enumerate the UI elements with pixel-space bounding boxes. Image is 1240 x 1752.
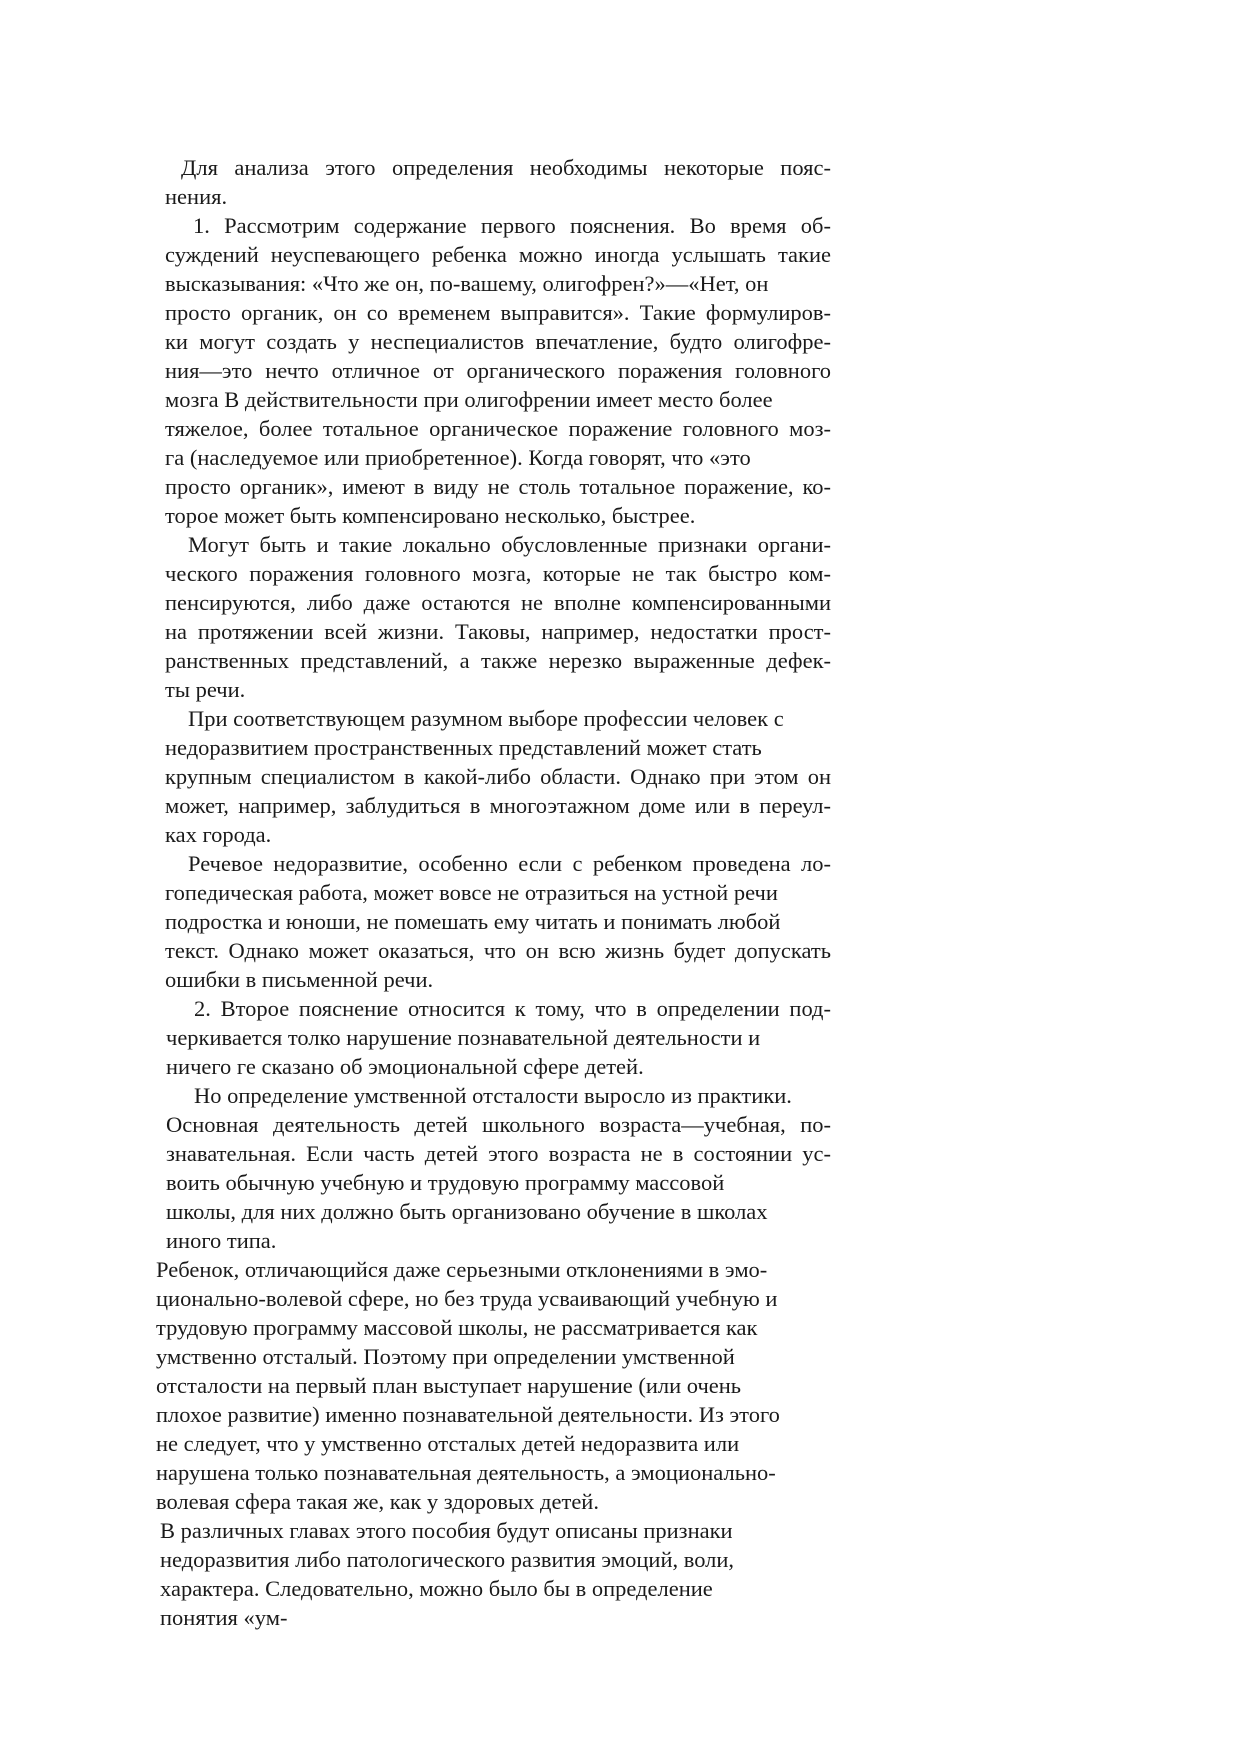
text-line: крупным специалистом в какой-либо области. Однако при этом он [165,764,831,789]
text-line: ки могут создать у неспециалистов впечатление, будто олигофре- [165,329,831,354]
text-line: ках города. [165,822,272,847]
text-line: подростка и юноши, не помешать ему читать и понимать любой [165,909,781,934]
text-line: нарушена только познавательная деятельность, а эмоционально- [156,1460,776,1485]
text-line: Для анализа этого определения необходимы некоторые пояс- [181,155,831,180]
text-line: черкивается толко нарушение познавательной деятельности и [166,1025,761,1050]
text-line: недоразвитием пространственных представлений может стать [165,735,762,760]
text-line: пенсируются, либо даже остаются не вполне компенсированными [165,590,831,615]
text-line: просто органик», имеют в виду не столь тотальное поражение, ко- [165,474,831,499]
text-line: на протяжении всей жизни. Таковы, например, недостатки прост- [165,619,831,644]
text-line: Могут быть и такие локально обусловленные признаки органи- [188,532,831,557]
text-line: ционально-волевой сфере, но без труда усваивающий учебную и [156,1286,778,1311]
text-line: 2. Второе пояснение относится к тому, что в определении под- [194,996,831,1021]
text-line: трудовую программу массовой школы, не рассматривается как [156,1315,758,1340]
text-line: ния—это нечто отличное от органического поражения головного [165,358,831,383]
text-line: иного типа. [166,1228,277,1253]
text-line: ческого поражения головного мозга, которые не так быстро ком- [165,561,831,586]
text-line: При соответствующем разумном выборе профессии человек с [188,706,784,731]
text-line: га (наследуемое или приобретенное). Когда говорят, что «это [165,445,751,470]
text-line: просто органик, он со временем выправится». Такие формулиров- [165,300,831,325]
text-line: В различных главах этого пособия будут описаны признаки [160,1518,733,1543]
text-line: умственно отсталый. Поэтому при определении умственной [156,1344,735,1369]
text-line: недоразвития либо патологического развития эмоций, воли, [160,1547,735,1572]
text-line: нения. [165,184,228,209]
text-line: Речевое недоразвитие, особенно если с ребенком проведена ло- [188,851,831,876]
text-line: мозга В действительности при олигофрении имеет место более [165,387,773,412]
text-line: торое может быть компенсировано несколько, быстрее. [165,503,696,528]
text-line: Основная деятельность детей школьного возраста—учебная, по- [166,1112,831,1137]
text-line: понятия «ум- [160,1605,288,1630]
text-line: воить обычную учебную и трудовую программу массовой [166,1170,725,1195]
text-line: текст. Однако может оказаться, что он всю жизнь будет допускать [165,938,831,963]
text-line: Ребенок, отличающийся даже серьезными отклонениями в эмо- [156,1257,768,1282]
text-line: гопедическая работа, может вовсе не отразиться на устной речи [165,880,778,905]
text-line: ты речи. [165,677,246,702]
text-line: ранственных представлений, а также нерезко выраженные дефек- [165,648,831,673]
text-line: высказывания: «Что же он, по-вашему, олигофрен?»—«Нет, он [165,271,769,296]
text-line: ошибки в письменной речи. [165,967,434,992]
text-line: плохое развитие) именно познавательной деятельности. Из этого [156,1402,780,1427]
text-line: ничего ге сказано об эмоциональной сфере детей. [166,1054,644,1079]
text-line: 1. Рассмотрим содержание первого пояснения. Во время об- [193,213,831,238]
text-line: знавательная. Если часть детей этого возраста не в состоянии ус- [166,1141,831,1166]
text-line: тяжелое, более тотальное органическое поражение головного моз- [165,416,831,441]
text-line: характера. Следовательно, можно было бы в определение [160,1576,713,1601]
text-line: школы, для них должно быть организовано обучение в школах [166,1199,768,1224]
text-line: отсталости на первый план выступает нарушение (или очень [156,1373,742,1398]
text-line: волевая сфера такая же, как у здоровых детей. [156,1489,599,1514]
text-line: Но определение умственной отсталости выросло из практики. [194,1083,792,1108]
text-line: может, например, заблудиться в многоэтажном доме или в переул- [165,793,831,818]
text-line: суждений неуспевающего ребенка можно иногда услышать такие [165,242,831,267]
text-line: не следует, что у умственно отсталых детей недоразвита или [156,1431,740,1456]
